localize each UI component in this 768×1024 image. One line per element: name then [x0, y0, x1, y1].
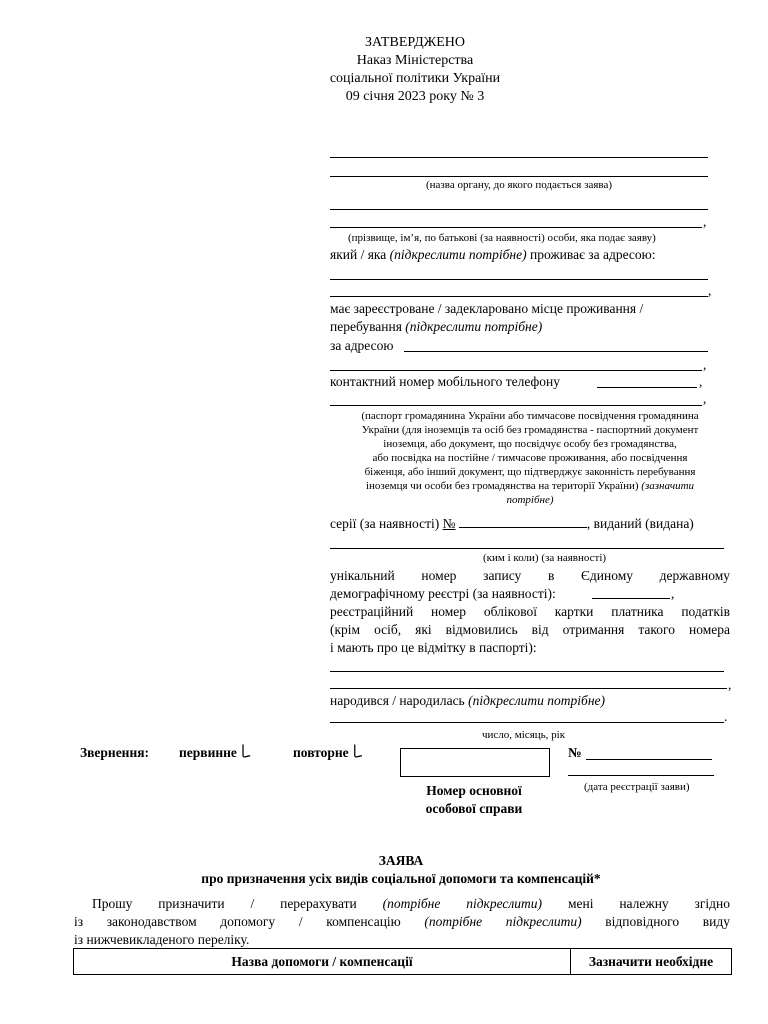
col-benefit-name: Назва допомоги / компенсації: [74, 949, 571, 975]
address-line-2[interactable]: [330, 296, 708, 297]
approval-date: 09 січня 2023 року № 3: [345, 89, 485, 104]
name-line-2[interactable]: [330, 227, 702, 228]
registration-address-line-2[interactable]: [330, 370, 702, 371]
registration-address-line-1[interactable]: [404, 351, 708, 352]
benefits-table: [73, 948, 732, 975]
caption-organ: (назва органу, до якого подається заява): [426, 179, 612, 191]
registration-label-1: має зареєстроване / задекларовано місце проживання /: [330, 301, 644, 316]
rnokpp-label-2: (крім осіб, які відмовились від отримання такого номера: [330, 622, 730, 637]
organ-line-1[interactable]: [330, 157, 708, 158]
col-select: Зазначити необхідне: [571, 949, 732, 975]
rnokpp-label-1: реєстраційний номер облікової картки платника податків: [330, 604, 730, 619]
rnokpp-label-3: і мають про це відмітку в паспорті):: [330, 640, 537, 655]
passport-number-input[interactable]: [459, 515, 587, 528]
caption-regdate: (дата реєстрації заяви): [584, 781, 690, 793]
unzr-label-2: демографічному реєстрі (за наявності):: [330, 586, 556, 601]
registration-label-2: перебування (підкреслити потрібне): [330, 319, 543, 334]
passport-caption: (паспорт громадянина України або тимчасове посвідчення громадянина України (для іноземців та осіб без громадянства - паспортний документ іноземця, або документ, що посвідчує особу без громадянства, або посвідка на постійне / тимчасове проживання, або посвідчення біженця, або інший документ, що підтверджує законність перебування іноземця чи особи без громадянства на території України) (зазначити потрібне): [361, 410, 699, 506]
approval-ministry: соціальної політики України: [329, 71, 501, 86]
statement-body: Прошу призначити / перерахувати (потрібне підкреслити) мені належну згідно із законодавством допомогу / компенсацію (потрібне підкреслити) відповідного виду із нижчевикладеного переліку.: [74, 896, 731, 947]
approval-block: [250, 34, 580, 106]
unzr-input-line[interactable]: [592, 598, 670, 599]
appeal-repeat[interactable]: повторне ꒒: [293, 745, 364, 761]
name-line-1[interactable]: [330, 209, 708, 210]
checkbox-icon[interactable]: ꒒: [240, 746, 252, 761]
statement-subtitle: про призначення усіх видів соціальної допомоги та компенсацій*: [201, 871, 601, 886]
statement-title: ЗАЯВА: [378, 853, 424, 868]
birth-date-line[interactable]: [330, 722, 724, 723]
checkbox-icon[interactable]: ꒒: [352, 746, 364, 761]
caption-issued: (ким і коли) (за наявності): [483, 552, 607, 564]
passport-line[interactable]: [330, 405, 702, 406]
registration-date-line[interactable]: [568, 775, 714, 776]
table-header-row: [74, 949, 732, 975]
case-number-label: Номер основної особової справи: [425, 783, 523, 816]
series-row: серії (за наявності) № , виданий (видана): [330, 516, 694, 531]
caption-date: число, місяць, рік: [482, 729, 566, 741]
rnokpp-line-2[interactable]: [330, 688, 727, 689]
approval-order: Наказ Міністерства: [356, 53, 474, 68]
unzr-label-1: унікальний номер запису в Єдиному державному: [330, 568, 730, 583]
phone-label: контактний номер мобільного телефону: [330, 374, 560, 389]
organ-line-2[interactable]: [330, 176, 708, 177]
case-number-box[interactable]: [400, 748, 550, 777]
registration-no-label: №: [568, 745, 582, 760]
appeal-primary[interactable]: первинне ꒒: [179, 745, 252, 761]
born-label: народився / народилась (підкреслити потрібне): [330, 693, 606, 708]
phone-input-line[interactable]: [597, 387, 697, 388]
registration-no-line[interactable]: [586, 759, 712, 760]
rnokpp-line-1[interactable]: [330, 671, 724, 672]
caption-name: (прізвище, ім’я, по батькові (за наявності) особи, яка подає заяву): [348, 232, 656, 244]
approval-title: ЗАТВЕРДЖЕНО: [365, 35, 465, 50]
appeal-label: Звернення:: [80, 745, 150, 760]
address-line-1[interactable]: [330, 279, 708, 280]
address-label: який / яка (підкреслити потрібне) проживає за адресою:: [330, 247, 656, 262]
registration-address-label: за адресою: [330, 338, 394, 353]
issued-line[interactable]: [330, 548, 724, 549]
